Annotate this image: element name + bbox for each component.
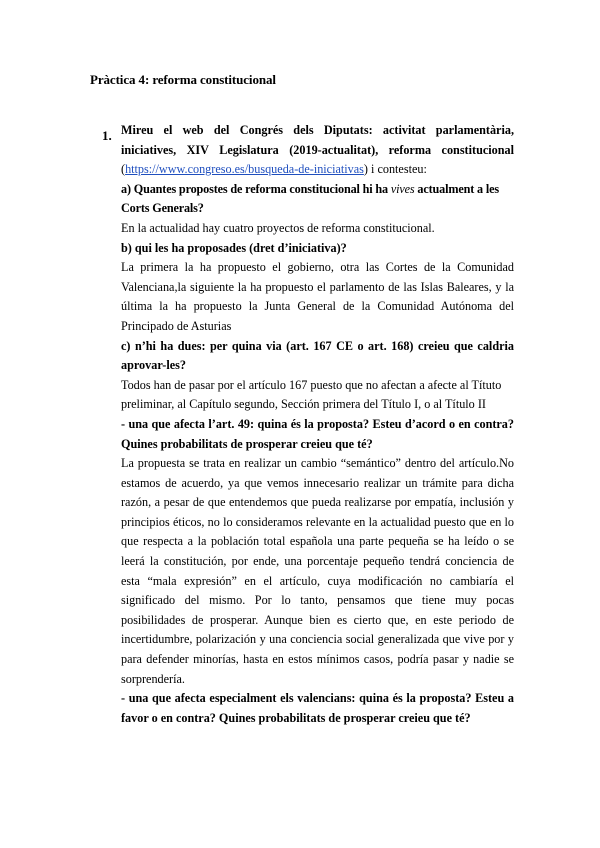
answer-a: En la actualidad hay cuatro proyectos de reforma constitucional.: [121, 220, 435, 235]
question-b: b) qui les ha proposades (dret d’iniciativa)?: [121, 240, 347, 255]
question-body: [121, 121, 514, 728]
intro-text: Mireu el web del Congrés dels Diputats: activitat parlamentària, iniciatives, XIV Legislatura (2019-actualitat), reforma constitucional: [121, 123, 514, 157]
page-title: Pràctica 4: reforma constitucional: [90, 72, 276, 87]
question-c: c) n’hi ha dues: per quina via (art. 167 CE o art. 168) creieu que caldria aprovar-les?: [121, 338, 514, 373]
question-e: - una que afecta especialment els valencians: quina és la proposta? Esteu a favor o en contra? Quines probabilitats de prosperar creieu que té?: [121, 691, 514, 725]
answer-d: La propuesta se trata en realizar un cambio “semántico” dentro del artículo.No estamos de acuerdo, ya que vemos innecesario realizar un trámite para dicha razón, a pesar de que entendemos que pueda realizarse por empatía, inclusión y principios éticos, no lo consideramos relevante en la actualidad puesto que en lo que respecta a la población total española una parte pequeña se ha leído o se leerá la constitución, por ende, una porcentaje pequeño tendrá conciencia de esta “mala expresión” en el artículo, cuya modificación no cambiaría el significado del mismo. Por lo tanto, pensamos que tiene muy pocas posibilidades de prosperar. Aunque bien es cierto que, en este periodo de incertidumbre, polarización y una conciencia social generalizada que vive por y para defender minorías, hasta en estos mínimos casos, podría pasar y nadie se sorprendería.: [121, 456, 514, 686]
congreso-link[interactable]: https://www.congreso.es/busqueda-de-iniciativas: [125, 162, 364, 177]
question-intro-link-line: [121, 160, 514, 180]
intro-tail: ) i contesteu:: [363, 162, 427, 177]
list-item-number: 1.: [102, 128, 112, 143]
question-d: - una que afecta l’art. 49: quina és la proposta? Esteu d’acord o en contra? Quines probabilitats de prosperar creieu que té?: [121, 416, 514, 451]
question-intro: [121, 121, 514, 160]
paren-open: (: [121, 162, 126, 177]
answer-b: La primera la ha propuesto el gobierno, otra las Cortes de la Comunidad Valenciana,la siguiente la ha propuesto el parlamento de las Islas Baleares, y la última la ha propuesto la Junta General de la Comunidad Autónoma del Principado de Asturias: [121, 260, 514, 333]
question-a-italic: vives: [390, 181, 415, 196]
answer-c: Todos han de pasar por el artículo 167 puesto que no afectan a afecte al Títuto preliminar, al Capítulo segundo, Sección primera del Título I, o al Título II: [121, 377, 502, 412]
question-a: [121, 180, 514, 219]
question-a-text: a) Quantes propostes de reforma constitucional hi ha: [121, 181, 391, 196]
question-a-tail: actualment a les Corts Generals?: [121, 181, 499, 216]
